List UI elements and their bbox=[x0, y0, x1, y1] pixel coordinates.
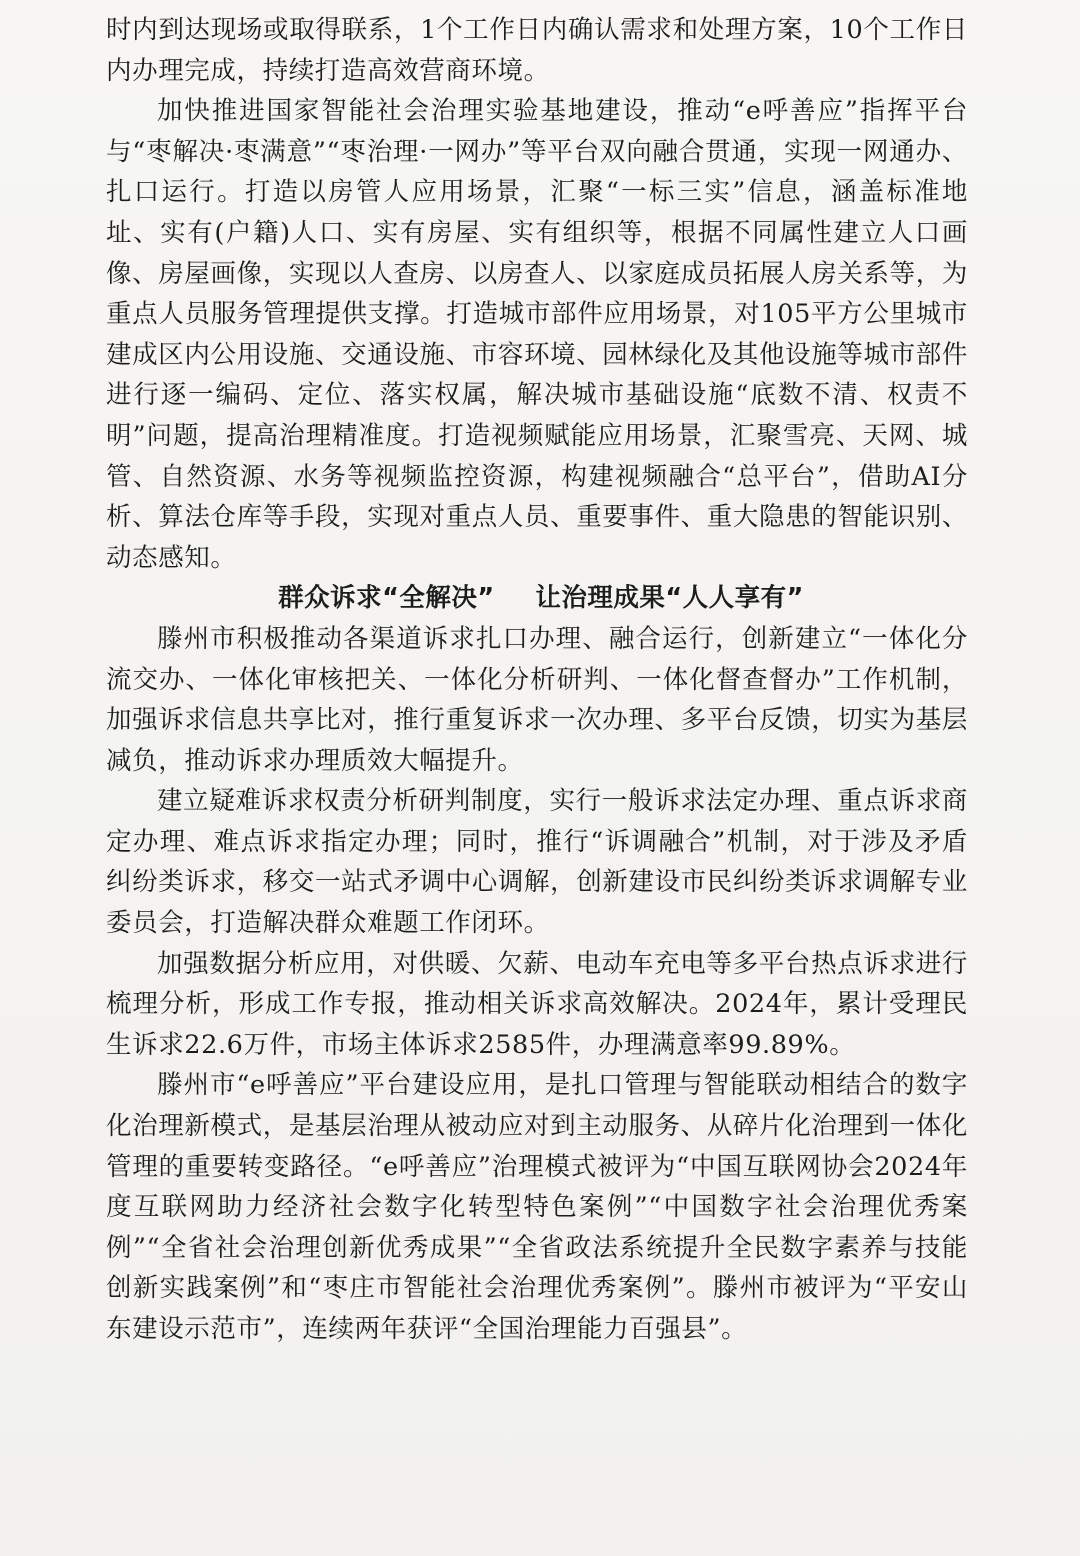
article-body bbox=[106, 10, 968, 1350]
section-heading-part2: 让治理成果“人人享有” bbox=[535, 583, 804, 614]
paragraph-smart-governance-base: 加快推进国家智能社会治理实验基地建设，推动“e呼善应”指挥平台与“枣解决·枣满意”“枣治理·一网办”等平台双向融合贯通，实现一网通办、扎口运行。打造以房管人应用场景，汇聚“一标三实”信息，涵盖标准地址、实有(户籍)人口、实有房屋、实有组织等，根据不同属性建立人口画像、房屋画像，实现以人查房、以房查人、以家庭成员拓展人房关系等，为重点人员服务管理提供支撑。打造城市部件应用场景，对105平方公里城市建成区内公用设施、交通设施、市容环境、园林绿化及其他设施等城市部件进行逐一编码、定位、落实权属，解决城市基础设施“底数不清、权责不明”问题，提高治理精准度。打造视频赋能应用场景，汇聚雪亮、天网、城管、自然资源、水务等视频监控资源，构建视频融合“总平台”，借助AI分析、算法仓库等手段，实现对重点人员、重要事件、重大隐患的智能识别、动态感知。 bbox=[106, 96, 968, 573]
paragraph-continued: 时内到达现场或取得联系，1个工作日内确认需求和处理方案，10个工作日内办理完成，持续打造高效营商环境。 bbox=[106, 15, 968, 86]
paragraph-integrated-handling: 滕州市积极推动各渠道诉求扎口办理、融合运行，创新建立“一体化分流交办、一体化审核把关、一体化分析研判、一体化督查督办”工作机制，加强诉求信息共享比对，推行重复诉求一次办理、多平台反馈，切实为基层减负，推动诉求办理质效大幅提升。 bbox=[106, 623, 968, 776]
paragraph-platform-summary: 滕州市“e呼善应”平台建设应用，是扎口管理与智能联动相结合的数字化治理新模式，是基层治理从被动应对到主动服务、从碎片化治理到一体化管理的重要转变路径。“e呼善应”治理模式被评为“中国互联网协会2024年度互联网助力经济社会数字化转型特色案例”“中国数字社会治理优秀案例”“全省社会治理创新优秀成果”“全省政法系统提升全民数字素养与技能创新实践案例”和“枣庄市智能社会治理优秀案例”。滕州市被评为“平安山东建设示范市”，连续两年获评“全国治理能力百强县”。 bbox=[106, 1070, 968, 1344]
paragraph-difficult-appeals: 建立疑难诉求权责分析研判制度，实行一般诉求法定办理、重点诉求商定办理、难点诉求指定办理；同时，推行“诉调融合”机制，对于涉及矛盾纠纷类诉求，移交一站式矛调中心调解，创新建设市民纠纷类诉求调解专业委员会，打造解决群众难题工作闭环。 bbox=[106, 786, 968, 939]
paragraph-data-analysis: 加强数据分析应用，对供暖、欠薪、电动车充电等多平台热点诉求进行梳理分析，形成工作专报，推动相关诉求高效解决。2024年，累计受理民生诉求22.6万件，市场主体诉求2585件，办理满意率99.89%。 bbox=[106, 948, 968, 1060]
section-heading bbox=[106, 578, 968, 619]
section-heading-part1: 群众诉求“全解决” bbox=[278, 583, 495, 614]
